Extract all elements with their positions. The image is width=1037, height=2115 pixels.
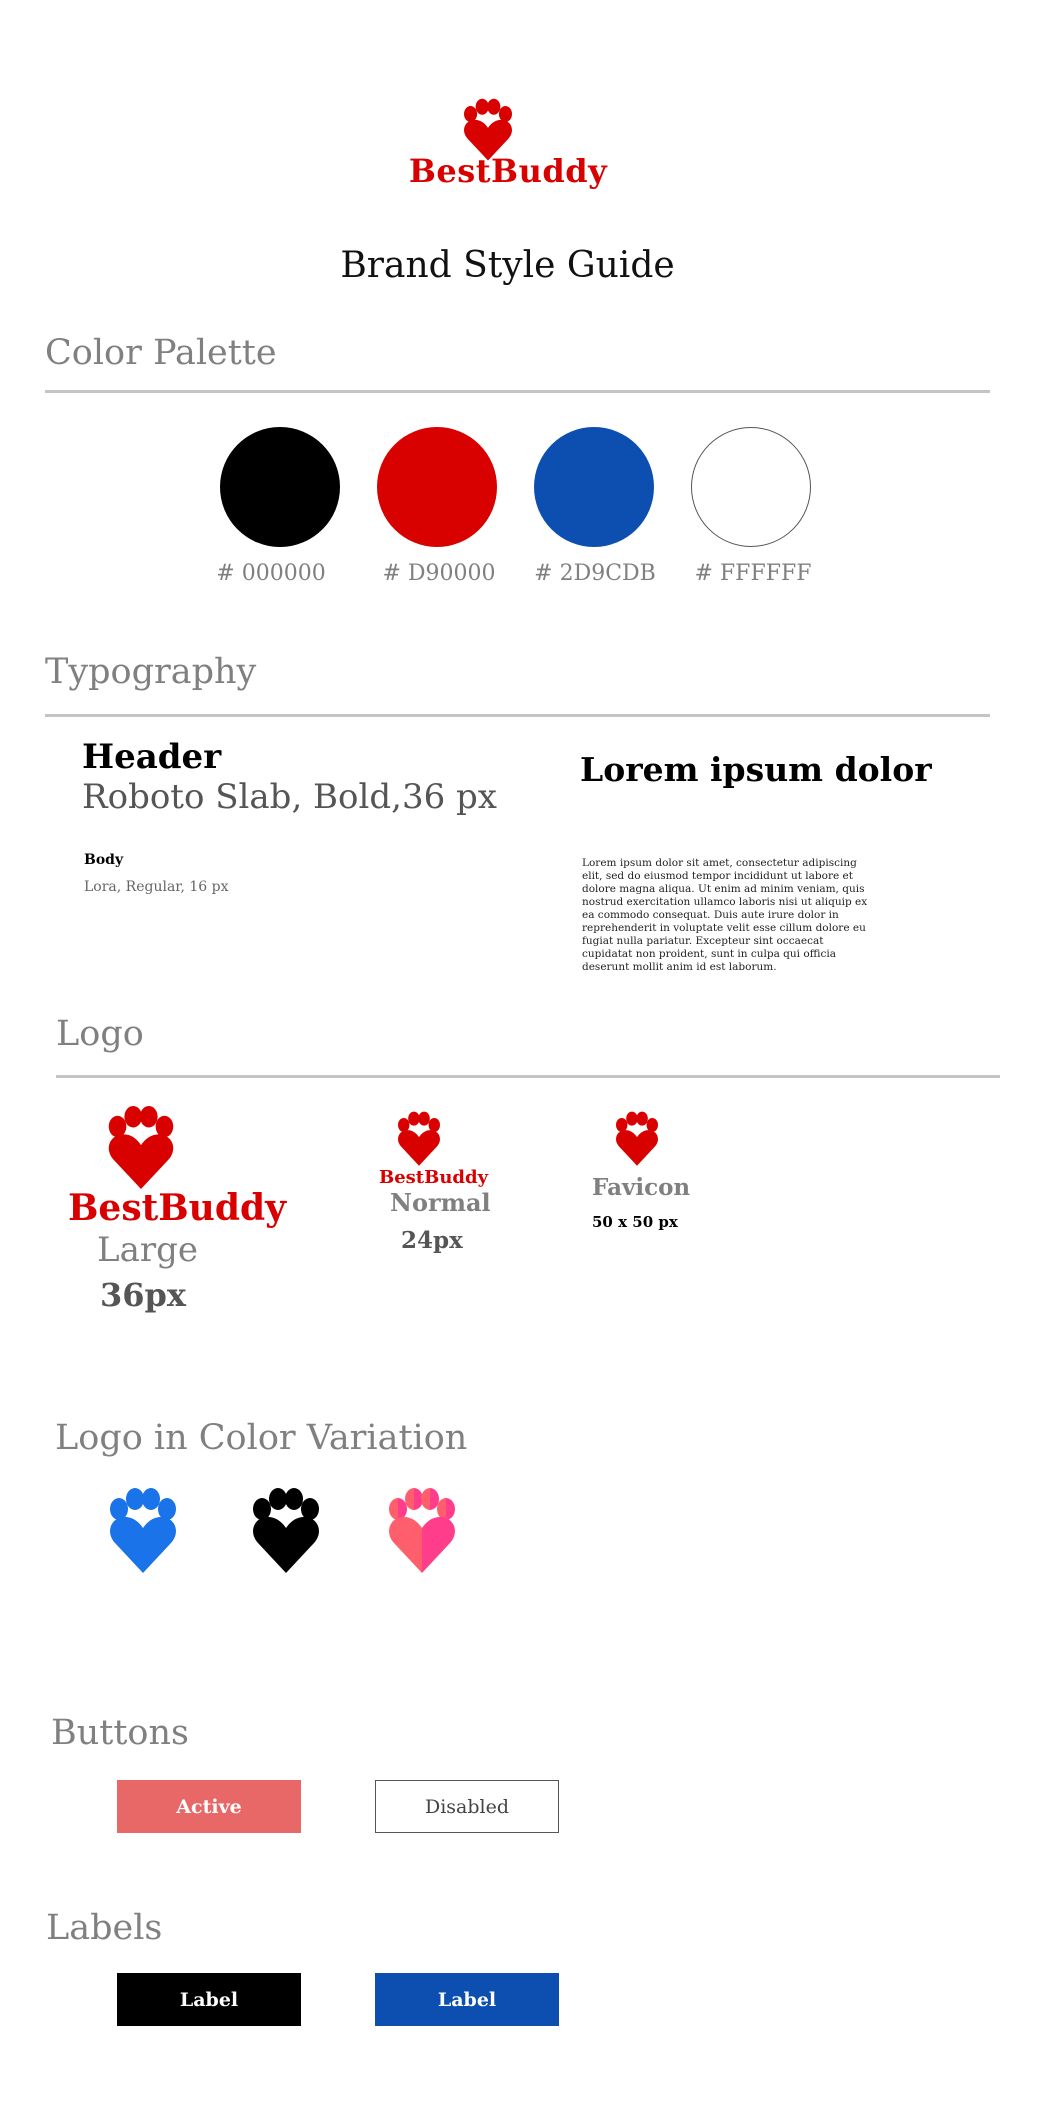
section-title-logo-variation: Logo in Color Variation bbox=[55, 1418, 468, 1458]
logo-large-caption: Large bbox=[97, 1230, 198, 1270]
section-title-logo: Logo bbox=[56, 1014, 144, 1054]
swatch-blue bbox=[534, 427, 654, 547]
logo-normal-paw-icon bbox=[389, 1111, 449, 1167]
section-title-labels: Labels bbox=[46, 1908, 163, 1948]
logo-large-paw-icon bbox=[94, 1105, 188, 1191]
swatch-black bbox=[220, 427, 340, 547]
active-button[interactable]: Active bbox=[117, 1780, 301, 1833]
logo-normal-size: 24px bbox=[401, 1227, 463, 1254]
logo-favicon-paw-icon bbox=[607, 1111, 667, 1167]
label-blue: Label bbox=[375, 1973, 559, 2026]
swatch-label: # 2D9CDB bbox=[534, 561, 656, 586]
logo-favicon-size: 50 x 50 px bbox=[592, 1213, 678, 1231]
logo-black-paw-icon bbox=[240, 1487, 332, 1575]
page-title: Brand Style Guide bbox=[340, 245, 675, 286]
logo-large-name: BestBuddy bbox=[68, 1187, 287, 1229]
logo-normal-name: BestBuddy bbox=[379, 1167, 489, 1188]
logo-normal-caption: Normal bbox=[390, 1188, 491, 1217]
typography-header-spec: Roboto Slab, Bold,36 px bbox=[82, 777, 497, 817]
typography-header-title: Header bbox=[82, 737, 222, 777]
section-title-color-palette: Color Palette bbox=[45, 333, 277, 373]
typography-sample-body: Lorem ipsum dolor sit amet, consectetur adipiscing elit, sed do eiusmod tempor incididunt ut labore et dolore magna aliqua. Ut enim ad minim veniam, quis nostrud exercitation ullamco laboris nisi ut aliquip ex ea commodo consequat. Duis aute irure dolor in reprehenderit in voluptate velit esse cillum dolore eu fugiat nulla pariatur. Excepteur sint occaecat cupidatat non proident, sunt in culpa qui officia deserunt mollit anim id est laborum. bbox=[582, 857, 868, 973]
swatch-label: # D90000 bbox=[382, 561, 496, 586]
logo-large-size: 36px bbox=[100, 1276, 186, 1314]
divider bbox=[56, 1075, 1000, 1078]
typography-sample-heading: Lorem ipsum dolor bbox=[580, 750, 932, 789]
divider bbox=[45, 714, 990, 717]
section-title-typography: Typography bbox=[45, 652, 257, 692]
logo-favicon-caption: Favicon bbox=[592, 1174, 691, 1201]
typography-body-spec: Lora, Regular, 16 px bbox=[84, 879, 229, 895]
section-title-buttons: Buttons bbox=[51, 1713, 189, 1753]
brand-name: BestBuddy bbox=[408, 152, 608, 190]
typography-body-title: Body bbox=[84, 852, 124, 868]
divider bbox=[45, 390, 990, 393]
disabled-button[interactable]: Disabled bbox=[375, 1780, 559, 1833]
label-black: Label bbox=[117, 1973, 301, 2026]
swatch-red bbox=[377, 427, 497, 547]
logo-blue-paw-icon bbox=[97, 1487, 189, 1575]
swatch-white bbox=[691, 427, 811, 547]
swatch-label: # 000000 bbox=[216, 561, 326, 586]
swatch-label: # FFFFFF bbox=[694, 561, 812, 586]
logo-pink-paw-icon bbox=[376, 1487, 468, 1575]
